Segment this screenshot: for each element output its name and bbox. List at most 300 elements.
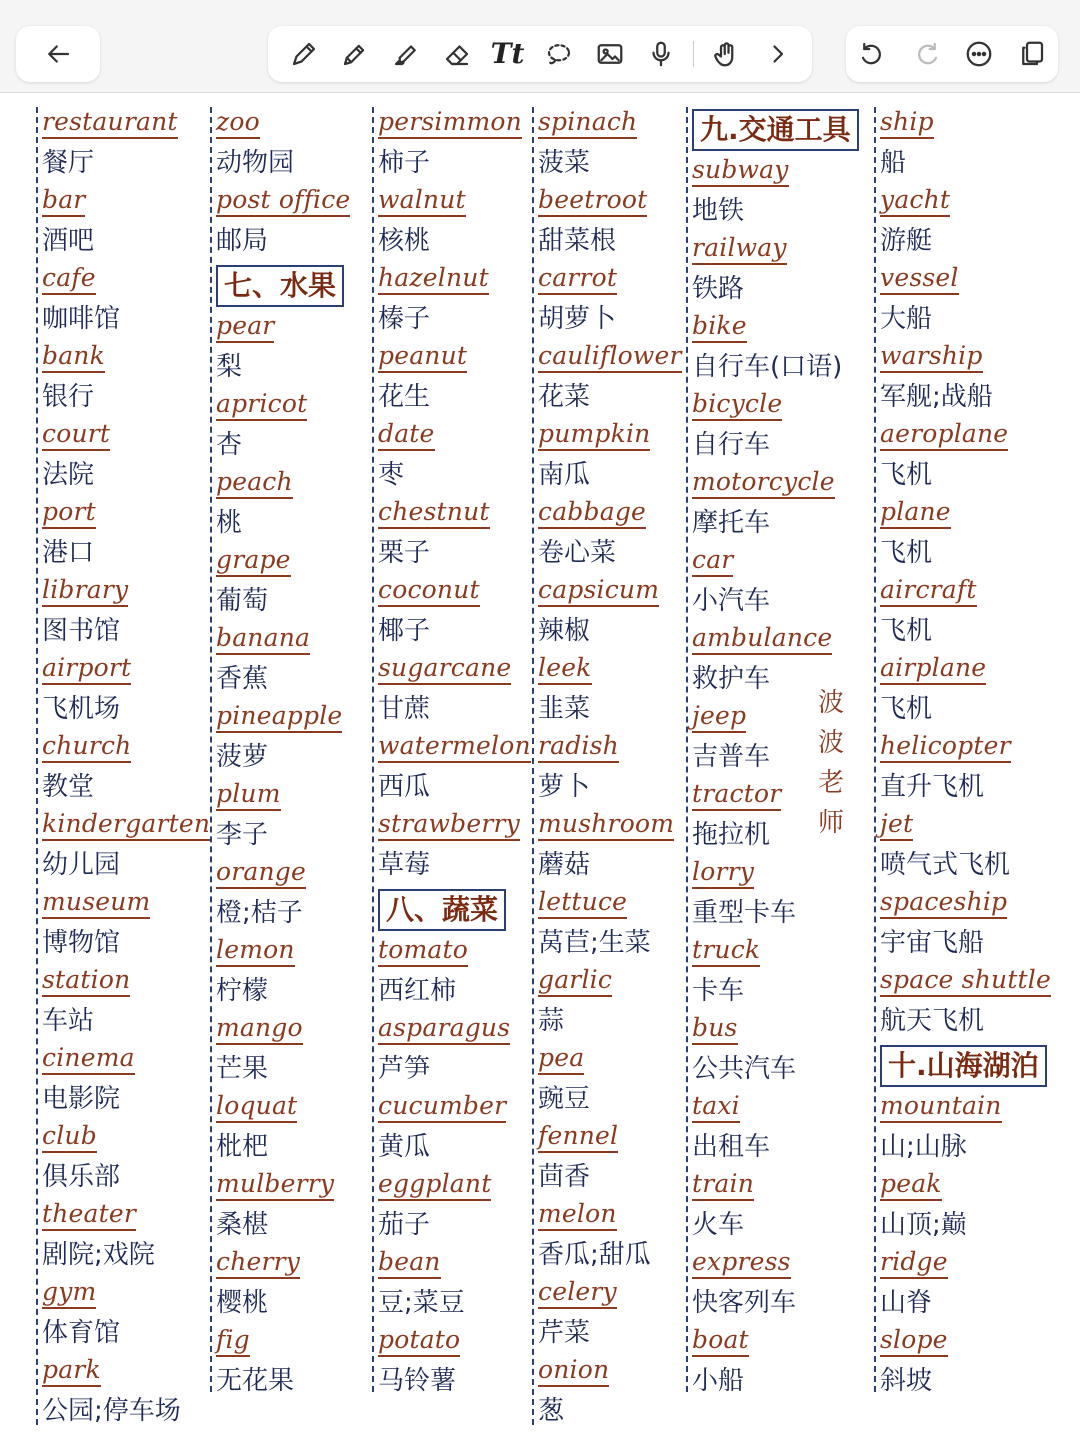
english-word-text: restaurant — [42, 107, 178, 139]
english-word — [538, 497, 688, 534]
chinese-translation: 卡车 — [692, 976, 745, 1006]
chinese-translation: 卷心菜 — [538, 538, 617, 568]
english-word-text: church — [42, 731, 131, 763]
english-word-text: ship — [880, 107, 934, 139]
english-word — [42, 575, 212, 612]
chinese-translation: 救护车 — [692, 664, 771, 694]
english-word — [692, 1169, 878, 1206]
chinese-translation: 杏 — [216, 430, 243, 460]
english-word — [538, 185, 688, 222]
english-word-text: date — [378, 419, 435, 451]
chinese-translation: 拖拉机 — [692, 820, 771, 850]
english-word — [42, 1121, 212, 1158]
english-word — [378, 809, 534, 846]
english-word-text: chestnut — [378, 497, 490, 529]
chinese-translation: 香蕉 — [216, 664, 269, 694]
english-word-text: walnut — [378, 185, 466, 217]
chinese-translation: 茄子 — [378, 1210, 431, 1240]
chinese-translation: 豆;菜豆 — [378, 1288, 465, 1318]
english-word — [42, 965, 212, 1002]
english-word-text: taxi — [692, 1091, 740, 1123]
english-word-text: melon — [538, 1199, 617, 1231]
english-word — [692, 701, 878, 738]
english-word-text: beetroot — [538, 185, 647, 217]
english-word — [378, 419, 534, 456]
english-word-text: strawberry — [378, 809, 520, 841]
english-word — [42, 1355, 212, 1392]
english-word-text: space shuttle — [880, 965, 1051, 997]
english-word-text: pumpkin — [538, 419, 650, 451]
chinese-translation: 西红柿 — [378, 976, 457, 1006]
chinese-translation: 公共汽车 — [692, 1054, 797, 1084]
english-word — [216, 857, 371, 894]
english-word-text: mountain — [880, 1091, 1002, 1123]
english-word-text: railway — [692, 233, 787, 265]
english-word-text: grape — [216, 545, 291, 577]
english-word-text: lettuce — [538, 887, 627, 919]
more-icon[interactable] — [960, 35, 998, 73]
english-word-text: mulberry — [216, 1169, 334, 1201]
english-word — [42, 731, 212, 768]
english-word — [42, 185, 212, 222]
chinese-translation: 南瓜 — [538, 460, 591, 490]
english-word — [378, 935, 534, 972]
english-word — [880, 1325, 1076, 1362]
chinese-translation: 体育馆 — [42, 1318, 121, 1348]
english-word — [692, 1247, 878, 1284]
chevron-right-icon[interactable] — [758, 35, 796, 73]
english-word — [42, 107, 212, 144]
english-word-text: library — [42, 575, 128, 607]
eraser-icon[interactable] — [438, 35, 476, 73]
section-header: 九.交通工具 — [692, 109, 859, 151]
chinese-translation: 宇宙飞船 — [880, 928, 985, 958]
chinese-translation: 教堂 — [42, 772, 95, 802]
english-word — [42, 653, 212, 690]
english-word-text: cauliflower — [538, 341, 682, 373]
page-actions — [846, 26, 1058, 82]
english-word — [880, 731, 1076, 768]
english-word — [216, 545, 371, 582]
chinese-translation: 摩托车 — [692, 508, 771, 538]
chinese-translation: 航天飞机 — [880, 1006, 985, 1036]
back-arrow-icon[interactable] — [39, 35, 77, 73]
chinese-translation: 剧院;戏院 — [42, 1240, 155, 1270]
english-word — [538, 887, 688, 924]
english-word-text: leek — [538, 653, 592, 685]
chinese-translation: 芦笋 — [378, 1054, 431, 1084]
english-word — [692, 1091, 878, 1128]
english-word — [42, 809, 212, 846]
redo-icon[interactable] — [907, 35, 945, 73]
english-word — [538, 1277, 688, 1314]
english-word-text: asparagus — [378, 1013, 510, 1045]
english-word-text: fennel — [538, 1121, 618, 1153]
english-word-text: fig — [216, 1325, 250, 1357]
vocab-column-3 — [372, 107, 534, 1396]
toolbar-divider — [693, 41, 694, 67]
english-word — [42, 263, 212, 300]
english-word-text: jet — [880, 809, 913, 841]
chinese-translation: 甜菜根 — [538, 226, 617, 256]
back-button[interactable] — [16, 26, 100, 82]
english-word-text: mango — [216, 1013, 303, 1045]
english-word — [538, 653, 688, 690]
english-word-text: theater — [42, 1199, 136, 1231]
english-word-text: coconut — [378, 575, 480, 607]
chinese-translation: 港口 — [42, 538, 95, 568]
highlighter-icon[interactable] — [387, 35, 425, 73]
english-word-text: tractor — [692, 779, 781, 811]
english-word-text: slope — [880, 1325, 948, 1357]
english-word-text: truck — [692, 935, 760, 967]
chinese-translation: 无花果 — [216, 1366, 295, 1396]
chinese-translation: 花菜 — [538, 382, 591, 412]
undo-icon[interactable] — [854, 35, 892, 73]
chinese-translation: 小汽车 — [692, 586, 771, 616]
notes-page[interactable] — [0, 93, 1080, 1440]
english-word-text: express — [692, 1247, 791, 1279]
english-word — [42, 497, 212, 534]
english-word — [216, 185, 371, 222]
english-word — [42, 1043, 212, 1080]
toolbar — [0, 0, 1080, 93]
english-word-text: celery — [538, 1277, 617, 1309]
english-word — [538, 419, 688, 456]
english-word-text: station — [42, 965, 130, 997]
english-word — [378, 1247, 534, 1284]
english-word — [692, 311, 878, 348]
pages-icon[interactable] — [1013, 35, 1051, 73]
chinese-translation: 动物园 — [216, 148, 295, 178]
chinese-translation: 蘑菇 — [538, 850, 591, 880]
english-word — [216, 1013, 371, 1050]
chinese-translation: 山顶;巅 — [880, 1210, 967, 1240]
section-header: 八、蔬菜 — [378, 889, 506, 931]
english-word — [692, 1325, 878, 1362]
image-icon[interactable] — [591, 35, 629, 73]
english-word — [880, 575, 1076, 612]
english-word — [42, 1199, 212, 1236]
english-word — [880, 1169, 1076, 1206]
chinese-translation: 豌豆 — [538, 1084, 591, 1114]
chinese-translation: 俱乐部 — [42, 1162, 121, 1192]
vocab-column-4 — [532, 107, 688, 1425]
chinese-translation: 桃 — [216, 508, 243, 538]
english-word — [378, 263, 534, 300]
english-word — [692, 779, 878, 816]
english-word-text: bicycle — [692, 389, 782, 421]
chinese-translation: 香瓜;甜瓜 — [538, 1240, 651, 1270]
vocab-column-5 — [686, 107, 878, 1396]
vocab-column-1 — [36, 107, 212, 1425]
vocab-column-2 — [210, 107, 371, 1396]
chinese-translation: 桑椹 — [216, 1210, 269, 1240]
english-word — [42, 341, 212, 378]
chinese-translation: 菠萝 — [216, 742, 269, 772]
english-word — [692, 623, 878, 660]
english-word — [692, 935, 878, 972]
english-word-text: bus — [692, 1013, 738, 1045]
chinese-translation: 飞机 — [880, 694, 933, 724]
english-word — [880, 965, 1076, 1002]
english-word — [216, 1247, 371, 1284]
chinese-translation: 酒吧 — [42, 226, 95, 256]
microphone-icon[interactable] — [642, 35, 680, 73]
english-word-text: kindergarten — [42, 809, 210, 841]
english-word — [880, 653, 1076, 690]
chinese-translation: 芒果 — [216, 1054, 269, 1084]
chinese-translation: 葱 — [538, 1396, 565, 1426]
english-word — [880, 1091, 1076, 1128]
english-word-text: bike — [692, 311, 747, 343]
english-word — [538, 1043, 688, 1080]
text-tool-label: Tt — [490, 37, 525, 70]
english-word — [880, 809, 1076, 846]
chinese-translation: 邮局 — [216, 226, 269, 256]
english-word-text: tomato — [378, 935, 468, 967]
english-word-text: radish — [538, 731, 619, 763]
section-header: 七、水果 — [216, 265, 344, 307]
english-word-text: lorry — [692, 857, 754, 889]
english-word-text: plane — [880, 497, 951, 529]
english-word — [880, 419, 1076, 456]
english-word — [538, 575, 688, 612]
chinese-translation: 榛子 — [378, 304, 431, 334]
english-word — [880, 107, 1076, 144]
pencil-icon[interactable] — [336, 35, 374, 73]
english-word-text: eggplant — [378, 1169, 491, 1201]
english-word-text: pear — [216, 311, 274, 343]
english-word-text: potato — [378, 1325, 460, 1357]
chinese-translation: 枣 — [378, 460, 405, 490]
chinese-translation: 柠檬 — [216, 976, 269, 1006]
english-word — [692, 389, 878, 426]
english-word — [378, 341, 534, 378]
english-word — [378, 653, 534, 690]
text-tool-icon[interactable] — [489, 35, 527, 73]
chinese-translation: 马铃薯 — [378, 1366, 457, 1396]
english-word-text: lemon — [216, 935, 295, 967]
english-word — [538, 1199, 688, 1236]
english-word-text: port — [42, 497, 96, 529]
chinese-translation: 飞机 — [880, 460, 933, 490]
chinese-translation: 幼儿园 — [42, 850, 121, 880]
chinese-translation: 韭菜 — [538, 694, 591, 724]
english-word-text: subway — [692, 155, 789, 187]
english-word — [216, 1091, 371, 1128]
english-word — [880, 341, 1076, 378]
chinese-translation: 大船 — [880, 304, 933, 334]
english-word — [378, 731, 534, 768]
english-word — [378, 107, 534, 144]
english-word — [378, 1169, 534, 1206]
english-word-text: bar — [42, 185, 85, 217]
english-word-text: mushroom — [538, 809, 674, 841]
chinese-translation: 甘蔗 — [378, 694, 431, 724]
english-word-text: warship — [880, 341, 983, 373]
chinese-translation: 吉普车 — [692, 742, 771, 772]
chinese-translation: 栗子 — [378, 538, 431, 568]
english-word-text: peak — [880, 1169, 942, 1201]
chinese-translation: 公园;停车场 — [42, 1396, 181, 1426]
lasso-icon[interactable] — [540, 35, 578, 73]
chinese-translation: 地铁 — [692, 196, 745, 226]
chinese-translation: 咖啡馆 — [42, 304, 121, 334]
english-word-text: airport — [42, 653, 131, 685]
english-word — [216, 1325, 371, 1362]
english-word-text: cinema — [42, 1043, 135, 1075]
watermark-author: 波波老师 — [817, 688, 844, 838]
english-word — [692, 467, 878, 504]
english-word — [538, 731, 688, 768]
english-word-text: ambulance — [692, 623, 832, 655]
chinese-translation: 莴苣;生菜 — [538, 928, 651, 958]
english-word — [692, 545, 878, 582]
english-word — [42, 1277, 212, 1314]
english-word-text: garlic — [538, 965, 612, 997]
pen-icon[interactable] — [285, 35, 323, 73]
english-word-text: aeroplane — [880, 419, 1008, 451]
english-word-text: helicopter — [880, 731, 1011, 763]
english-word-text: peanut — [378, 341, 467, 373]
english-word-text: spaceship — [880, 887, 1007, 919]
english-word — [880, 263, 1076, 300]
english-word-text: court — [42, 419, 110, 451]
english-word — [538, 107, 688, 144]
chinese-translation: 小船 — [692, 1366, 745, 1396]
english-word — [880, 497, 1076, 534]
english-word — [216, 389, 371, 426]
chinese-translation: 自行车(口语) — [692, 352, 843, 382]
english-word-text: airplane — [880, 653, 986, 685]
english-word — [216, 311, 371, 348]
english-word-text: zoo — [216, 107, 260, 139]
chinese-translation: 快客列车 — [692, 1288, 797, 1318]
english-word — [692, 857, 878, 894]
english-word-text: watermelon — [378, 731, 531, 763]
english-word — [538, 1121, 688, 1158]
english-word — [880, 185, 1076, 222]
chinese-translation: 自行车 — [692, 430, 771, 460]
english-word — [378, 185, 534, 222]
english-word-text: cafe — [42, 263, 96, 295]
chinese-translation: 银行 — [42, 382, 95, 412]
english-word — [378, 1091, 534, 1128]
english-word-text: onion — [538, 1355, 609, 1387]
chinese-translation: 萝卜 — [538, 772, 591, 802]
english-word-text: gym — [42, 1277, 96, 1309]
english-word — [216, 935, 371, 972]
english-word-text: plum — [216, 779, 281, 811]
chinese-translation: 重型卡车 — [692, 898, 797, 928]
chinese-translation: 图书馆 — [42, 616, 121, 646]
chinese-translation: 黄瓜 — [378, 1132, 431, 1162]
english-word — [538, 1355, 688, 1392]
english-word — [880, 887, 1076, 924]
english-word-text: museum — [42, 887, 150, 919]
english-word — [378, 1325, 534, 1362]
chinese-translation: 花生 — [378, 382, 431, 412]
english-word-text: car — [692, 545, 733, 577]
english-word-text: apricot — [216, 389, 307, 421]
english-word-text: loquat — [216, 1091, 297, 1123]
english-word-text: banana — [216, 623, 310, 655]
chinese-translation: 斜坡 — [880, 1366, 933, 1396]
english-word-text: bank — [42, 341, 105, 373]
chinese-translation: 芹菜 — [538, 1318, 591, 1348]
english-word-text: jeep — [692, 701, 746, 733]
english-word — [216, 623, 371, 660]
english-word — [692, 233, 878, 270]
english-word-text: bean — [378, 1247, 441, 1279]
chinese-translation: 电影院 — [42, 1084, 121, 1114]
vocab-column-6 — [874, 107, 1076, 1396]
section-header: 十.山海湖泊 — [880, 1045, 1047, 1087]
english-word — [216, 701, 371, 738]
chinese-translation: 火车 — [692, 1210, 745, 1240]
english-word — [216, 107, 371, 144]
english-word-text: motorcycle — [692, 467, 835, 499]
chinese-translation: 草莓 — [378, 850, 431, 880]
chinese-translation: 餐厅 — [42, 148, 95, 178]
chinese-translation: 出租车 — [692, 1132, 771, 1162]
english-word-text: capsicum — [538, 575, 659, 607]
english-word-text: carrot — [538, 263, 617, 295]
chinese-translation: 椰子 — [378, 616, 431, 646]
english-word-text: peach — [216, 467, 293, 499]
english-word-text: pea — [538, 1043, 584, 1075]
english-word-text: boat — [692, 1325, 749, 1357]
chinese-translation: 枇杷 — [216, 1132, 269, 1162]
english-word — [216, 1169, 371, 1206]
chinese-translation: 法院 — [42, 460, 95, 490]
chinese-translation: 辣椒 — [538, 616, 591, 646]
english-word-text: yacht — [880, 185, 950, 217]
english-word-text: cucumber — [378, 1091, 506, 1123]
chinese-translation: 船 — [880, 148, 907, 178]
english-word-text: persimmon — [378, 107, 522, 139]
english-word-text: pineapple — [216, 701, 342, 733]
hand-gesture-icon[interactable] — [707, 35, 745, 73]
chinese-translation: 西瓜 — [378, 772, 431, 802]
chinese-translation: 柿子 — [378, 148, 431, 178]
english-word — [42, 887, 212, 924]
english-word — [378, 497, 534, 534]
english-word — [538, 809, 688, 846]
chinese-translation: 山;山脉 — [880, 1132, 967, 1162]
chinese-translation: 李子 — [216, 820, 269, 850]
english-word-text: aircraft — [880, 575, 977, 607]
english-word — [538, 965, 688, 1002]
english-word — [378, 575, 534, 612]
chinese-translation: 菠菜 — [538, 148, 591, 178]
english-word-text: spinach — [538, 107, 637, 139]
english-word — [692, 155, 878, 192]
english-word-text: post office — [216, 185, 350, 217]
english-word-text: orange — [216, 857, 306, 889]
english-word-text: club — [42, 1121, 97, 1153]
english-word-text: hazelnut — [378, 263, 489, 295]
english-word — [538, 263, 688, 300]
chinese-translation: 军舰;战船 — [880, 382, 993, 412]
english-word-text: sugarcane — [378, 653, 511, 685]
chinese-translation: 车站 — [42, 1006, 95, 1036]
english-word-text: cabbage — [538, 497, 646, 529]
english-word — [692, 1013, 878, 1050]
chinese-translation: 梨 — [216, 352, 243, 382]
chinese-translation: 飞机场 — [42, 694, 121, 724]
